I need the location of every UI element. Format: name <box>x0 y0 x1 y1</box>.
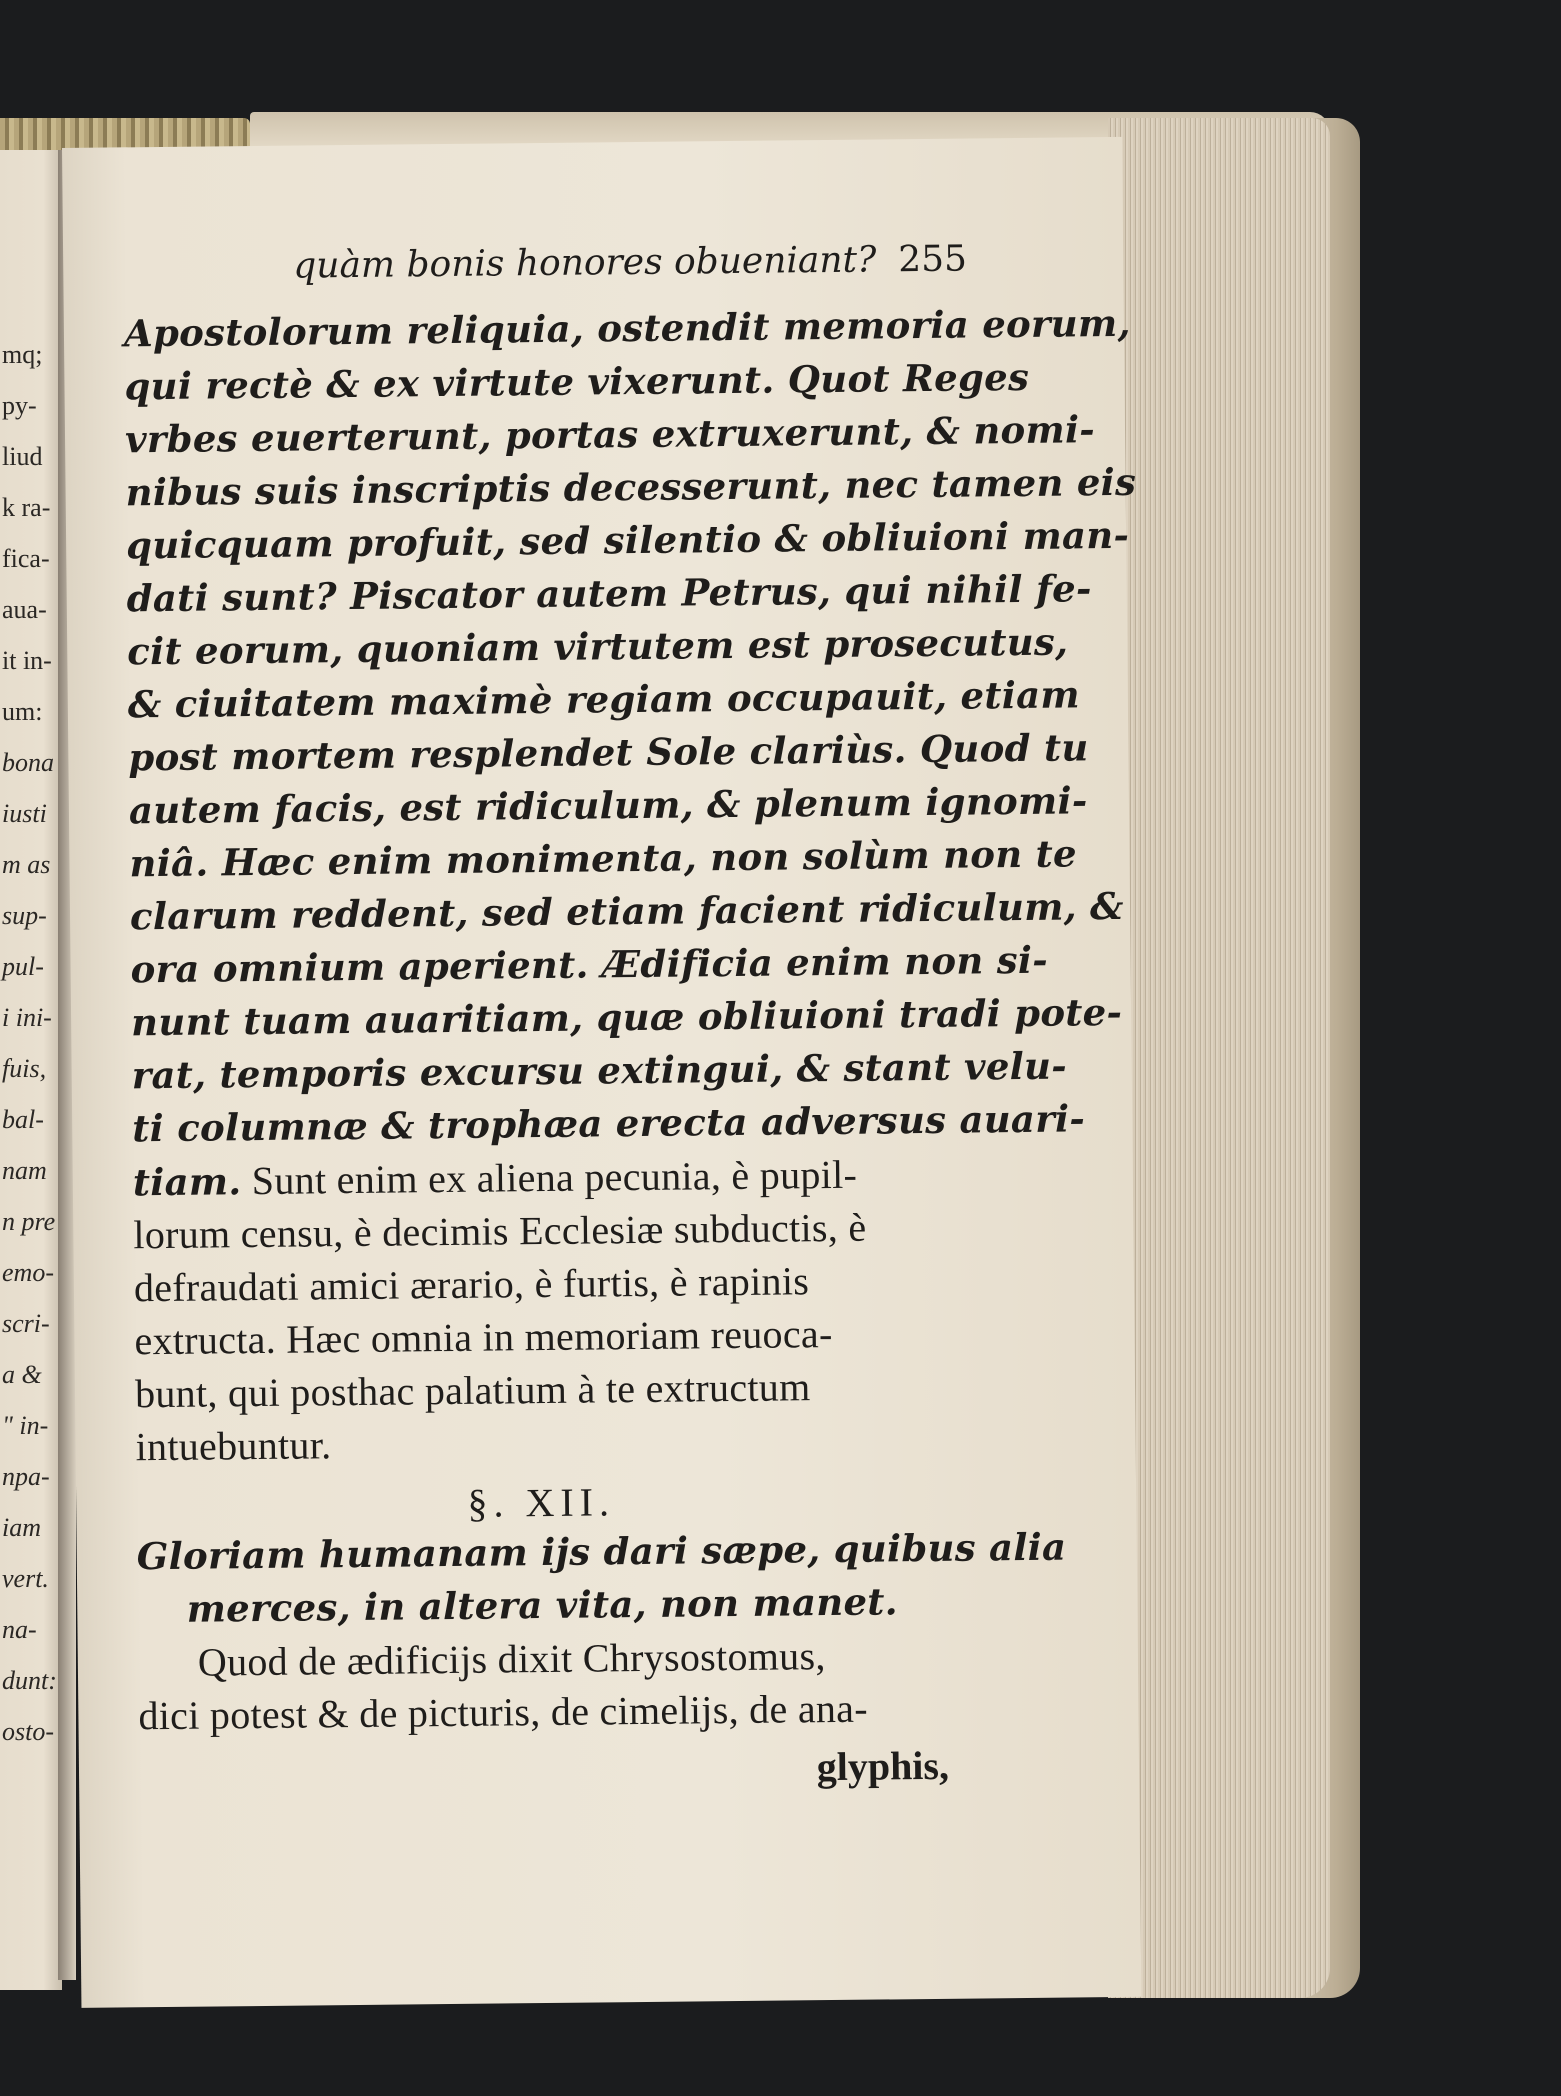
mixed-line <box>133 1147 944 1208</box>
page-number: 255 <box>898 238 968 281</box>
section-heading-line-1: Gloriam humanam ijs dari sæpe, quibus alia <box>136 1524 1067 1579</box>
section-heading-line-2: merces, in altera vita, non manet. <box>186 1579 899 1631</box>
text-line: nunt tuam auaritiam, quæ obliuioni tradi pote- <box>130 989 1123 1045</box>
section-number: §. XII. <box>467 1479 616 1526</box>
text-line: bunt, qui posthac palatium à te extructum <box>134 1364 811 1417</box>
left-page-fragment: n pre <box>2 1207 56 1236</box>
left-page-fragment: na- <box>2 1615 37 1644</box>
text-line: lorum censu, è decimis Ecclesiæ subductis, è <box>133 1204 867 1258</box>
text-line: rat, temporis excursu extingui, & stant velu- <box>131 1043 1068 1098</box>
italic-paragraph <box>123 299 1137 1473</box>
left-page-fragment: fica- <box>2 544 50 573</box>
left-page <box>0 150 62 1990</box>
text-line: clarum reddent, sed etiam facient ridiculum, & <box>129 883 1124 939</box>
text-block <box>123 238 1137 1797</box>
left-page-fragment: i ini- <box>2 1003 52 1032</box>
text-line: Apostolorum reliquia, ostendit memoria eorum, <box>123 300 1131 356</box>
left-page-fragment: pul- <box>2 952 44 981</box>
left-page-fragment: m as <box>2 850 51 879</box>
mixed-line-italic: tiam. <box>132 1159 242 1205</box>
text-line: defraudati amici ærario, è furtis, è rapinis <box>133 1258 810 1311</box>
text-line: Quod de ædificijs dixit Chrysostomus, <box>197 1633 826 1685</box>
text-line: ti columnæ & trophæa erecta adversus auari- <box>132 1096 1086 1151</box>
left-page-fragment: iusti <box>2 799 47 828</box>
text-line: ora omnium aperient. Ædificia enim non si- <box>130 937 1049 992</box>
left-page-fragment: a & <box>2 1360 42 1389</box>
left-page-fragment: fuis, <box>2 1054 47 1083</box>
running-head-title: quàm bonis honores obueniant? <box>293 239 877 287</box>
text-line: nibus suis inscriptis decesserunt, nec tamen eis <box>125 459 1137 515</box>
left-page-fragment: it in- <box>2 646 52 675</box>
text-line: dati sunt? Piscator autem Petrus, qui nihil fe- <box>126 566 1092 621</box>
left-page-fragment: vert. <box>2 1564 49 1593</box>
left-page-fragment: sup- <box>2 901 47 930</box>
left-page-fragment: dunt: <box>2 1666 57 1695</box>
page-stack <box>1108 118 1330 1998</box>
left-page-fragment: emo- <box>2 1258 54 1287</box>
left-page-fragment: iam <box>2 1513 41 1542</box>
left-page-fragment: " in- <box>2 1411 49 1440</box>
left-page-fragment: py- <box>2 391 37 420</box>
right-page <box>62 137 1141 2008</box>
headband <box>0 118 250 150</box>
left-page-fragment: aua- <box>2 595 47 624</box>
left-page-fragment: um: <box>2 697 43 726</box>
mixed-line-roman: Sunt enim ex aliena pecunia, è pupil- <box>241 1151 858 1204</box>
text-line: quicquam profuit, sed silentio & obliuioni man- <box>125 512 1130 568</box>
text-line: extructa. Hæc omnia in memoriam reuoca- <box>134 1310 833 1364</box>
text-line: & ciuitatem maximè regiam occupauit, etiam <box>127 672 1081 727</box>
left-page-fragment: bal- <box>2 1105 44 1134</box>
running-head <box>123 238 968 307</box>
left-page-fragment: osto- <box>2 1717 54 1746</box>
left-page-fragment: nam <box>2 1156 47 1185</box>
text-line: cit eorum, quoniam virtutem est prosecutus, <box>127 619 1069 674</box>
text-line: dici potest & de picturis, de cimelijs, de ana- <box>138 1685 869 1739</box>
left-page-fragment: mq; <box>2 340 43 369</box>
text-line: post mortem resplendet Sole clariùs. Quod tu <box>128 725 1089 780</box>
text-line: qui rectè & ex virtute vixerunt. Quot Reges <box>124 354 1030 409</box>
text-line: autem facis, est ridiculum, & plenum ignomi- <box>128 778 1088 833</box>
text-line: vrbes euerterunt, portas extruxerunt, & nomi- <box>124 407 1096 462</box>
left-page-fragment: scri- <box>2 1309 50 1338</box>
left-page-fragment: k ra- <box>2 493 51 522</box>
text-line: intuebuntur. <box>135 1422 332 1470</box>
catchword: glyphis, <box>816 1742 950 1790</box>
left-page-fragment: liud <box>2 442 43 471</box>
text-line: niâ. Hæc enim monimenta, non solùm non te <box>129 831 1078 886</box>
left-page-fragment: bona <box>2 748 54 777</box>
left-page-fragment: npa- <box>2 1462 50 1491</box>
